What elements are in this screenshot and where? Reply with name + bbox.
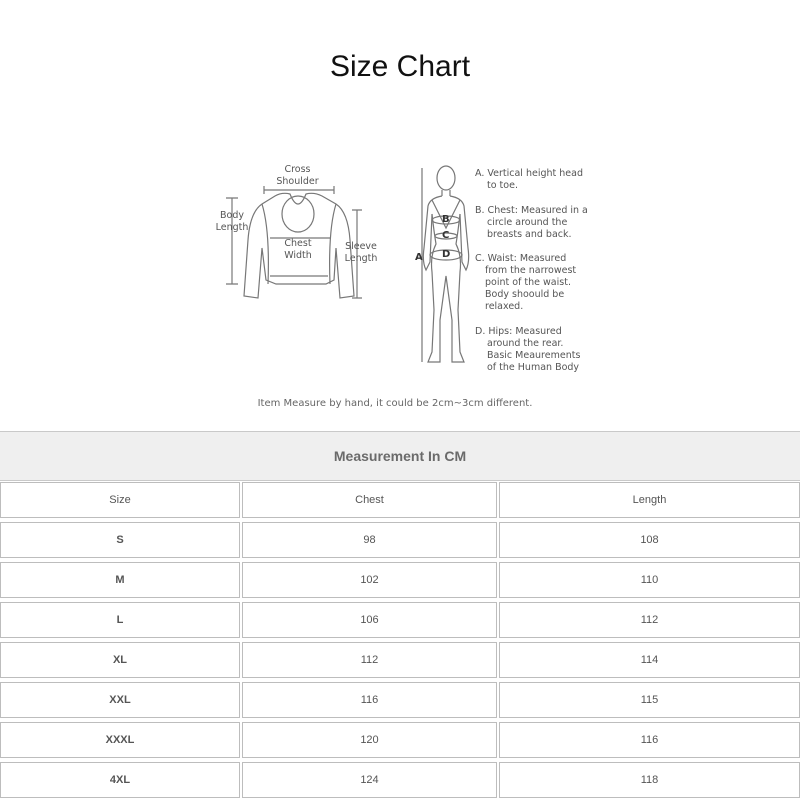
point-c-label: C — [442, 230, 450, 241]
length-cell: 115 — [499, 682, 800, 718]
body-length-label: Body Length — [215, 210, 249, 233]
point-d-label: D — [442, 249, 451, 260]
table-row — [0, 602, 800, 640]
table-row — [0, 562, 800, 600]
chest-cell: 98 — [242, 522, 497, 558]
size-cell: M — [0, 562, 240, 598]
cross-shoulder-label: Cross Shoulder — [276, 164, 319, 187]
column-header-chest: Chest — [242, 482, 497, 518]
chest-width-label: Chest Width — [284, 238, 312, 261]
length-cell: 116 — [499, 722, 800, 758]
chest-cell: 116 — [242, 682, 497, 718]
chest-cell: 120 — [242, 722, 497, 758]
chest-cell: 124 — [242, 762, 497, 798]
point-b-label: B — [442, 214, 450, 225]
legend-b: B. Chest: Measured in a circle around the breasts and back. — [475, 205, 588, 240]
length-cell: 118 — [499, 762, 800, 798]
column-header-length: Length — [499, 482, 800, 518]
sleeve-length-label: Sleeve Length — [344, 241, 378, 264]
size-cell: XXXL — [0, 722, 240, 758]
column-header-size: Size — [0, 482, 240, 518]
length-cell: 108 — [499, 522, 800, 558]
chest-cell: 106 — [242, 602, 497, 638]
legend-c: C. Waist: Measured from the narrowest point of the waist. Body shoould be relaxed. — [475, 253, 577, 312]
length-cell: 112 — [499, 602, 800, 638]
table-row — [0, 682, 800, 720]
measurement-note: Item Measure by hand, it could be 2cm~3cm different. — [257, 398, 533, 409]
chest-cell: 112 — [242, 642, 497, 678]
size-cell: 4XL — [0, 762, 240, 798]
size-cell: XXL — [0, 682, 240, 718]
table-caption: Measurement In CM — [0, 431, 800, 481]
table-row — [0, 762, 800, 800]
page-title: Size Chart — [329, 50, 471, 83]
size-cell: XL — [0, 642, 240, 678]
length-cell: 114 — [499, 642, 800, 678]
legend-d: D. Hips: Measured around the rear. Basic Meaurements of the Human Body — [475, 326, 581, 373]
size-cell: S — [0, 522, 240, 558]
table-row — [0, 522, 800, 560]
human-body-figure — [422, 166, 469, 362]
length-cell: 110 — [499, 562, 800, 598]
chest-cell: 102 — [242, 562, 497, 598]
table-header-row — [0, 482, 800, 520]
point-a-label: A — [415, 252, 423, 263]
size-cell: L — [0, 602, 240, 638]
table-row — [0, 722, 800, 760]
legend-a: A. Vertical height head to toe. — [475, 168, 583, 191]
table-row — [0, 642, 800, 680]
